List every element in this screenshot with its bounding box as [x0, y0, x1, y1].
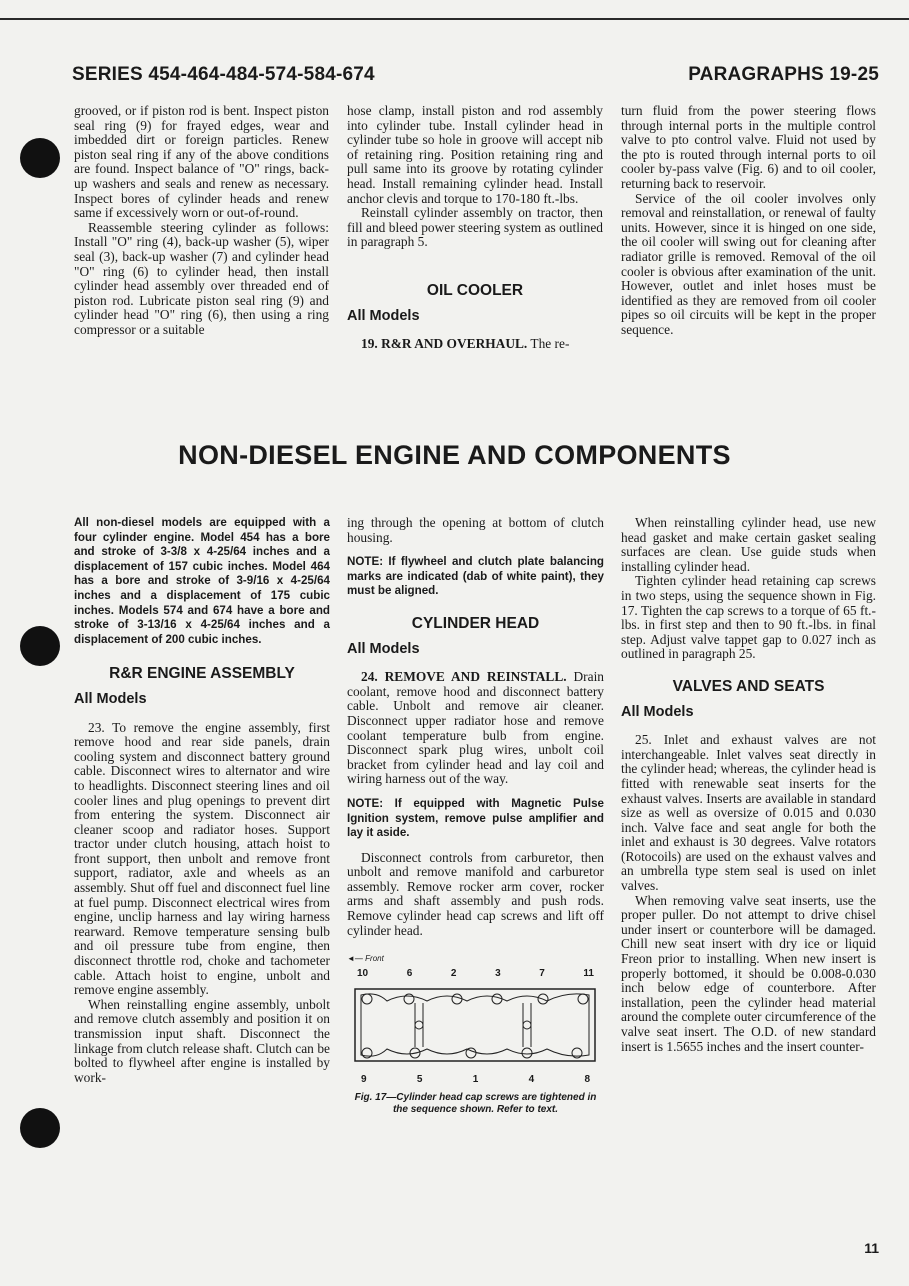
tighten-head-para: Tighten cylinder head retaining cap screws in two steps, using the sequence shown in Fig. 17. Tighten the cap screws to a torque of 65 ft.-lbs. in first step and then to 90 ft.-lbs. in final step. Adjust valve tappet gap to 0.027 inch as outlined in paragraph 25.: [621, 573, 876, 662]
bolt-hole: [415, 1021, 423, 1029]
bottom-column-1: [74, 516, 330, 1085]
figure-17: [347, 952, 604, 1115]
col2-continuation: ing through the opening at bottom of clutch housing.: [347, 515, 604, 545]
bolt-number: 11: [583, 967, 594, 979]
bolt-number: 2: [450, 967, 457, 979]
bolt-hole: [404, 994, 414, 1004]
reinstall-head-para: When reinstalling cylinder head, use new head gasket and make certain gasket sealing surfaces are clean. Use guide studs when installing cylinder head.: [621, 515, 876, 574]
scan-top-border: [0, 18, 909, 20]
para24-text: Drain coolant, remove hood and disconnect battery cable. Unbolt and remove air cleaner. Disconnect upper radiator hose and remove coolant temperature bulb from engine. Disconnect spark plug wires, unbolt coil bracket from cylinder head and lay coil and wiring harness out of the way.: [347, 669, 604, 787]
bolt-hole: [578, 994, 588, 1004]
paragraphs-header: PARAGRAPHS 19-25: [688, 64, 879, 85]
bottom-column-2: [347, 516, 604, 1116]
cylinder-head-all-models: All Models: [347, 640, 420, 657]
cylinder-head-heading: CYLINDER HEAD: [411, 614, 540, 632]
bolt-number: 8: [584, 1074, 590, 1086]
rr-engine-heading: R&R ENGINE ASSEMBLY: [109, 665, 295, 683]
bolt-hole: [466, 1048, 476, 1058]
para19-label: 19. R&R AND OVERHAUL.: [361, 336, 528, 352]
magnetic-pulse-note: NOTE: If equipped with Magnetic Pulse Ignition system, remove pulse amplifier and lay it aside.: [347, 796, 604, 840]
top-col2-para1: hose clamp, install piston and rod assembly into cylinder tube. Install cylinder head in cylinder tube so hole in groove will accept nib of retaining ring. Position retaining ring and pull same into its groove by rotating cylinder head. Install remaining cylinder head. Install anchor clevis and torque to 170-180 ft.-lbs.: [347, 103, 603, 206]
bolt-hole: [452, 994, 462, 1004]
bolt-hole: [523, 1021, 531, 1029]
oil-cooler-all-models: All Models: [347, 307, 420, 324]
page-number: 11: [864, 1240, 879, 1256]
figure-front-label: ◄— Front: [347, 954, 384, 964]
binder-hole-middle: [20, 626, 60, 666]
bolt-number: 5: [416, 1074, 423, 1086]
bottom-column-3: [621, 516, 876, 1054]
bolt-number: 4: [528, 1074, 535, 1086]
front-text: Front: [365, 954, 384, 964]
top-col3-para1: turn fluid from the power steering flows through internal ports in the multiple control valve to pto control valve. Fluid not used by the pto is routed through internal ports to oil cooler by-pass valve (Fig. 6) and to oil cooler, returning back to reservoir.: [621, 103, 876, 191]
bolt-number: 6: [406, 967, 413, 979]
bolt-number: 3: [495, 967, 501, 979]
engine-intro: All non-diesel models are equipped with a four cylinder engine. Model 454 has a bore and stroke of 3-3/8 x 4-25/64 inches and a displacement of 157 cubic inches. Model 464 has a bore and stroke of 3-9/16 x 4-25/64 inches and a displacement of 175 cubic inches. Models 574 and 674 have a bore and stroke of 3-13/16 x 4-25/64 inches and a displacement of 200 cubic inches.: [74, 516, 330, 646]
top-col1-para1: grooved, or if piston rod is bent. Inspect piston seal ring (9) for frayed edges, wear and imbedded dirt or foreign particles. Renew piston seal ring if any of the above conditions are found. Inspect balance of "O" rings, back-up washers and seals and renew as necessary. Inspect bores of cylinder heads and renew same if excessively worn or out-of-round.: [74, 103, 329, 221]
para23-part1: 23. To remove the engine assembly, first remove hood and rear side panels, drain cooling system and disconnect battery ground cable. Disconnect wires to alternator and wire to headlights. Disconnect steering lines and oil cooler lines and plug openings to prevent dirt from entering the system. Disconnect air cleaner scoop and radiator hoses. Support tractor under clutch housing, attach hoist to front support, then unbolt and remove front support, radiator, axle and wheels as an assembly. Shut off fuel and disconnect fuel line at fuel pump. Disconnect electrical wires from engine, unclip harness and lay wiring harness rearward. Remove temperature sensing bulb and oil pressure tube from engine, then disconnect throttle rod, choke and tachometer cable. Attach hoist to engine, unbolt and remove engine assembly.: [74, 719, 330, 998]
para24: [347, 670, 604, 787]
figure-top-numbers: [347, 967, 604, 982]
top-column-1: [74, 104, 329, 338]
top-column-2: [347, 104, 603, 352]
para24-label: 24. REMOVE AND REINSTALL.: [361, 669, 567, 685]
valves-seats-heading: VALVES AND SEATS: [672, 677, 825, 695]
para24-continued: Disconnect controls from carburetor, then unbolt and remove manifold and carburetor assembly. Remove rocker arm cover, rocker arms and shaft assembly and push rods. Remove cylinder head cap screws and lift off cylinder head.: [347, 849, 604, 938]
binder-hole-bottom: [20, 1108, 60, 1148]
para19-text: The re-: [530, 336, 570, 352]
binder-hole-top: [20, 138, 60, 178]
figure-bottom-numbers: [347, 1073, 604, 1088]
para25: 25. Inlet and exhaust valves are not interchangeable. Inlet valves seat directly in the cylinder head; whereas, the cylinder head is fitted with renewable seat inserts for the exhaust valves. Inserts are available in standard size as well as oversize of 0.015 and 0.030 inch. Valve face and seat angle for both the inlet and exhaust is 30 degrees. Valve rotators (Rotocoils) are used on the exhaust valves and an umbrella type stem seal is used on inlet valves.: [621, 732, 876, 894]
oil-cooler-heading: OIL COOLER: [426, 281, 524, 299]
bolt-number: 9: [361, 1074, 367, 1086]
section-title: NON-DIESEL ENGINE AND COMPONENTS: [178, 440, 731, 470]
para23-part2: When reinstalling engine assembly, unbolt and remove clutch assembly and position it on transmission input shaft. Disconnect the linkage from clutch release shaft. Clutch can be bolted to flywheel after engine is installed by work-: [74, 996, 330, 1085]
valves-all-models: All Models: [621, 703, 694, 720]
top-col3-para2: Service of the oil cooler involves only removal and reinstallation, or renewal of faulty units. However, since it is hinged on one side, the oil cooler will swing out for cleaning after radiator grille is removed. Removal of the oil cooler is obvious after examination of the unit. However, outlet and inlet hoses must be identified as they are removed from oil cooler pipes so oil circuits will be kept in the proper sequence.: [621, 190, 876, 337]
top-col1-para2: Reassemble steering cylinder as follows: Install "O" ring (4), back-up washer (5), wiper seal (3), back-up washer (7) and cylinder head "O" ring (6) to cylinder head, then install cylinder head assembly over threaded end of piston rod. Lubricate piston seal ring (9) and cylinder head "O" ring (6), then using a ring compressor or a suitable: [74, 219, 329, 337]
bolt-number: 10: [357, 967, 369, 979]
cylinder-head-diagram: [347, 981, 603, 1069]
flywheel-note: NOTE: If flywheel and clutch plate balancing marks are indicated (dab of white paint), they must be aligned.: [347, 555, 604, 598]
gasket-outline: [361, 994, 589, 1056]
series-header: SERIES 454-464-484-574-584-674: [72, 64, 375, 85]
bolt-number: 1: [472, 1074, 479, 1086]
bolt-hole: [492, 994, 502, 1004]
bolt-hole: [362, 994, 372, 1004]
para19: [347, 337, 603, 352]
figure-caption: Fig. 17—Cylinder head cap screws are tightened in the sequence shown. Refer to text.: [354, 1091, 597, 1115]
valve-seat-inserts-para: When removing valve seat inserts, use the proper puller. Do not attempt to drive chisel under insert or counterbore will be damaged. Chill new seat insert with dry ice or liquid Freon prior to installing. When new insert is properly bottomed, it should be 0.008-0.030 inch below edge of counterbore. After installation, peen the cylinder head material around the complete outer circumference of the valve seat insert. The O.D. of new standard insert is 1.5655 inches and the insert counter-: [621, 892, 876, 1054]
top-col2-para2: Reinstall cylinder assembly on tractor, then fill and bleed power steering system as outlined in paragraph 5.: [347, 205, 603, 250]
top-column-3: [621, 104, 876, 338]
rr-engine-all-models: All Models: [74, 690, 147, 707]
bolt-number: 7: [539, 967, 545, 979]
bolt-hole: [522, 1048, 532, 1058]
